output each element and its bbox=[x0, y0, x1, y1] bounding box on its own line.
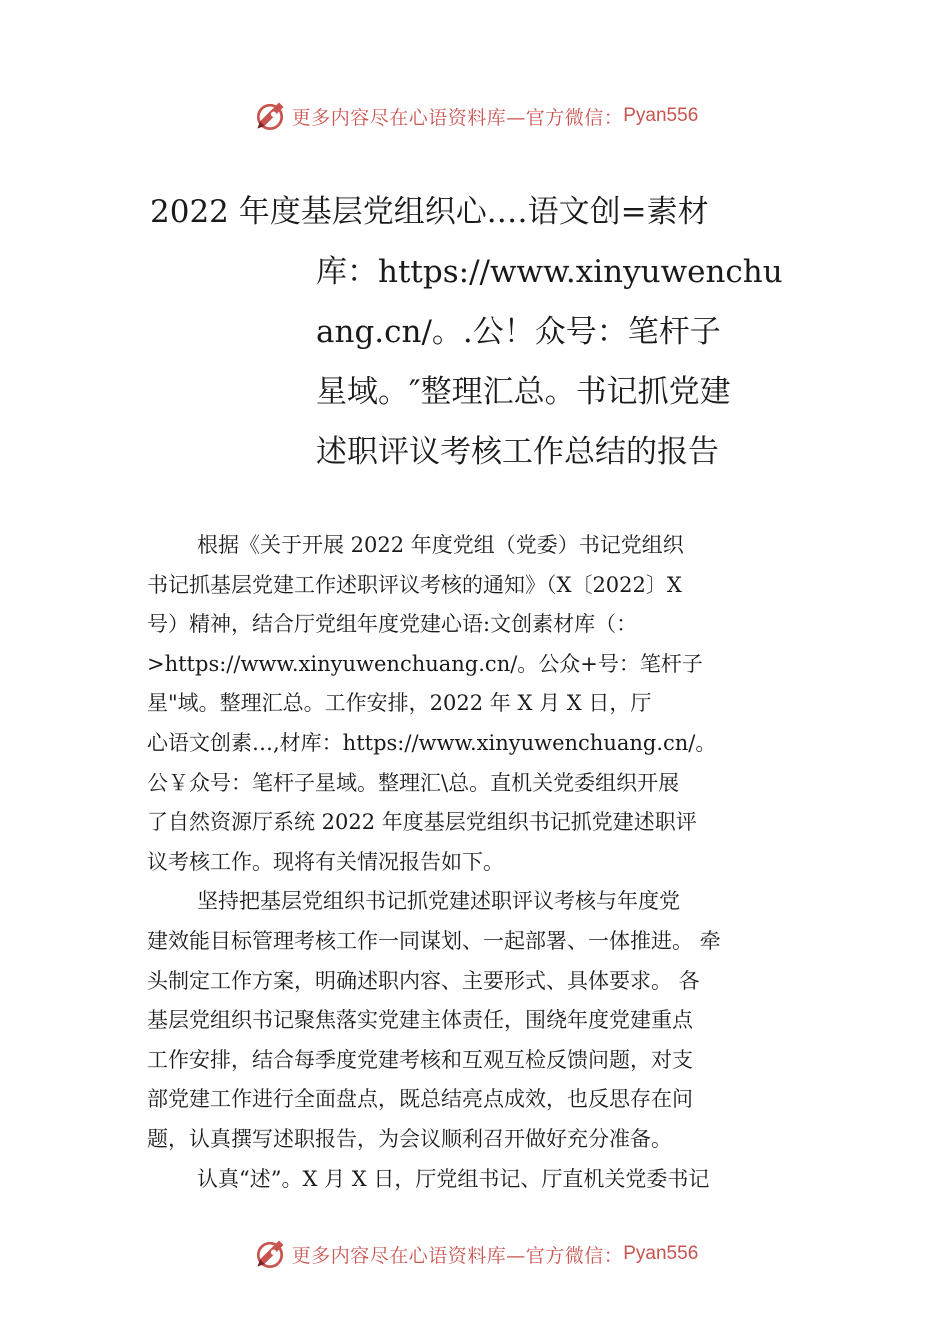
body-line: 心语文创素…,材库：https://www.xinyuwenchuang.cn/。 bbox=[147, 730, 717, 755]
body-line: 公￥众号：笔杆子星域。整理汇\总。直机关党委组织开展 bbox=[147, 770, 680, 795]
document-title bbox=[150, 182, 810, 482]
body-line: 认真“述”。X 月 X 日，厅党组书记、厅直机关党委书记 bbox=[197, 1166, 710, 1191]
title-line: 库：https://www.xinyuwenchu bbox=[316, 254, 783, 290]
body-line: 书记抓基层党建工作述职评议考核的通知》（X〔2022〕X bbox=[147, 572, 682, 597]
body-line: 建效能目标管理考核工作一同谋划、一起部署、一体推进。 牵 bbox=[147, 928, 721, 953]
header-watermark bbox=[0, 96, 950, 136]
watermark-text: 更多内容尽在心语资料库—官方微信： bbox=[291, 1244, 624, 1267]
body-line: 部党建工作进行全面盘点，既总结亮点成效，也反思存在问 bbox=[147, 1087, 693, 1112]
pen-logo-icon bbox=[252, 1236, 288, 1272]
body-line: 头制定工作方案，明确述职内容、主要形式、具体要求。 各 bbox=[147, 968, 700, 993]
title-line: 星域。″整理汇总。书记抓党建 bbox=[316, 374, 731, 410]
body-line: 坚持把基层党组织书记抓党建述职评议考核与年度党 bbox=[197, 889, 680, 914]
body-line: 基层党组织书记聚焦落实党建主体责任，围绕年度党建重点 bbox=[147, 1008, 693, 1033]
document-body bbox=[147, 526, 822, 1199]
body-line: 号）精神，结合厅党组年度党建心语:文创素材库（： bbox=[147, 612, 638, 637]
footer-watermark bbox=[0, 1234, 950, 1274]
watermark-wechat-id: Pyan556 bbox=[623, 1243, 699, 1264]
body-line: 题，认真撰写述职报告，为会议顺利召开做好充分准备。 bbox=[147, 1126, 672, 1151]
body-line: 议考核工作。现将有关情况报告如下。 bbox=[147, 849, 504, 874]
body-line: 工作安排，结合每季度党建考核和互观互检反馈问题，对支 bbox=[147, 1047, 693, 1072]
watermark-wechat-id: Pyan556 bbox=[623, 105, 699, 126]
title-line: 2022 年度基层党组织心.…语文创=素材 bbox=[150, 194, 709, 230]
watermark-text: 更多内容尽在心语资料库—官方微信： bbox=[291, 106, 624, 129]
body-line: >https://www.xinyuwenchuang.cn/。公众+号：笔杆子 bbox=[147, 651, 703, 676]
title-line: 述职评议考核工作总结的报告 bbox=[316, 434, 719, 470]
body-line: 了自然资源厅系统 2022 年度基层党组织书记抓党建述职评 bbox=[147, 810, 697, 835]
title-line: ang.cn/。.公！众号：笔杆子 bbox=[316, 314, 721, 350]
body-line: 星"域。整理汇总。工作安排，2022 年 X 月 X 日，厅 bbox=[147, 691, 652, 716]
pen-logo-icon bbox=[252, 98, 288, 134]
body-line: 根据《关于开展 2022 年度党组（党委）书记党组织 bbox=[197, 533, 684, 557]
